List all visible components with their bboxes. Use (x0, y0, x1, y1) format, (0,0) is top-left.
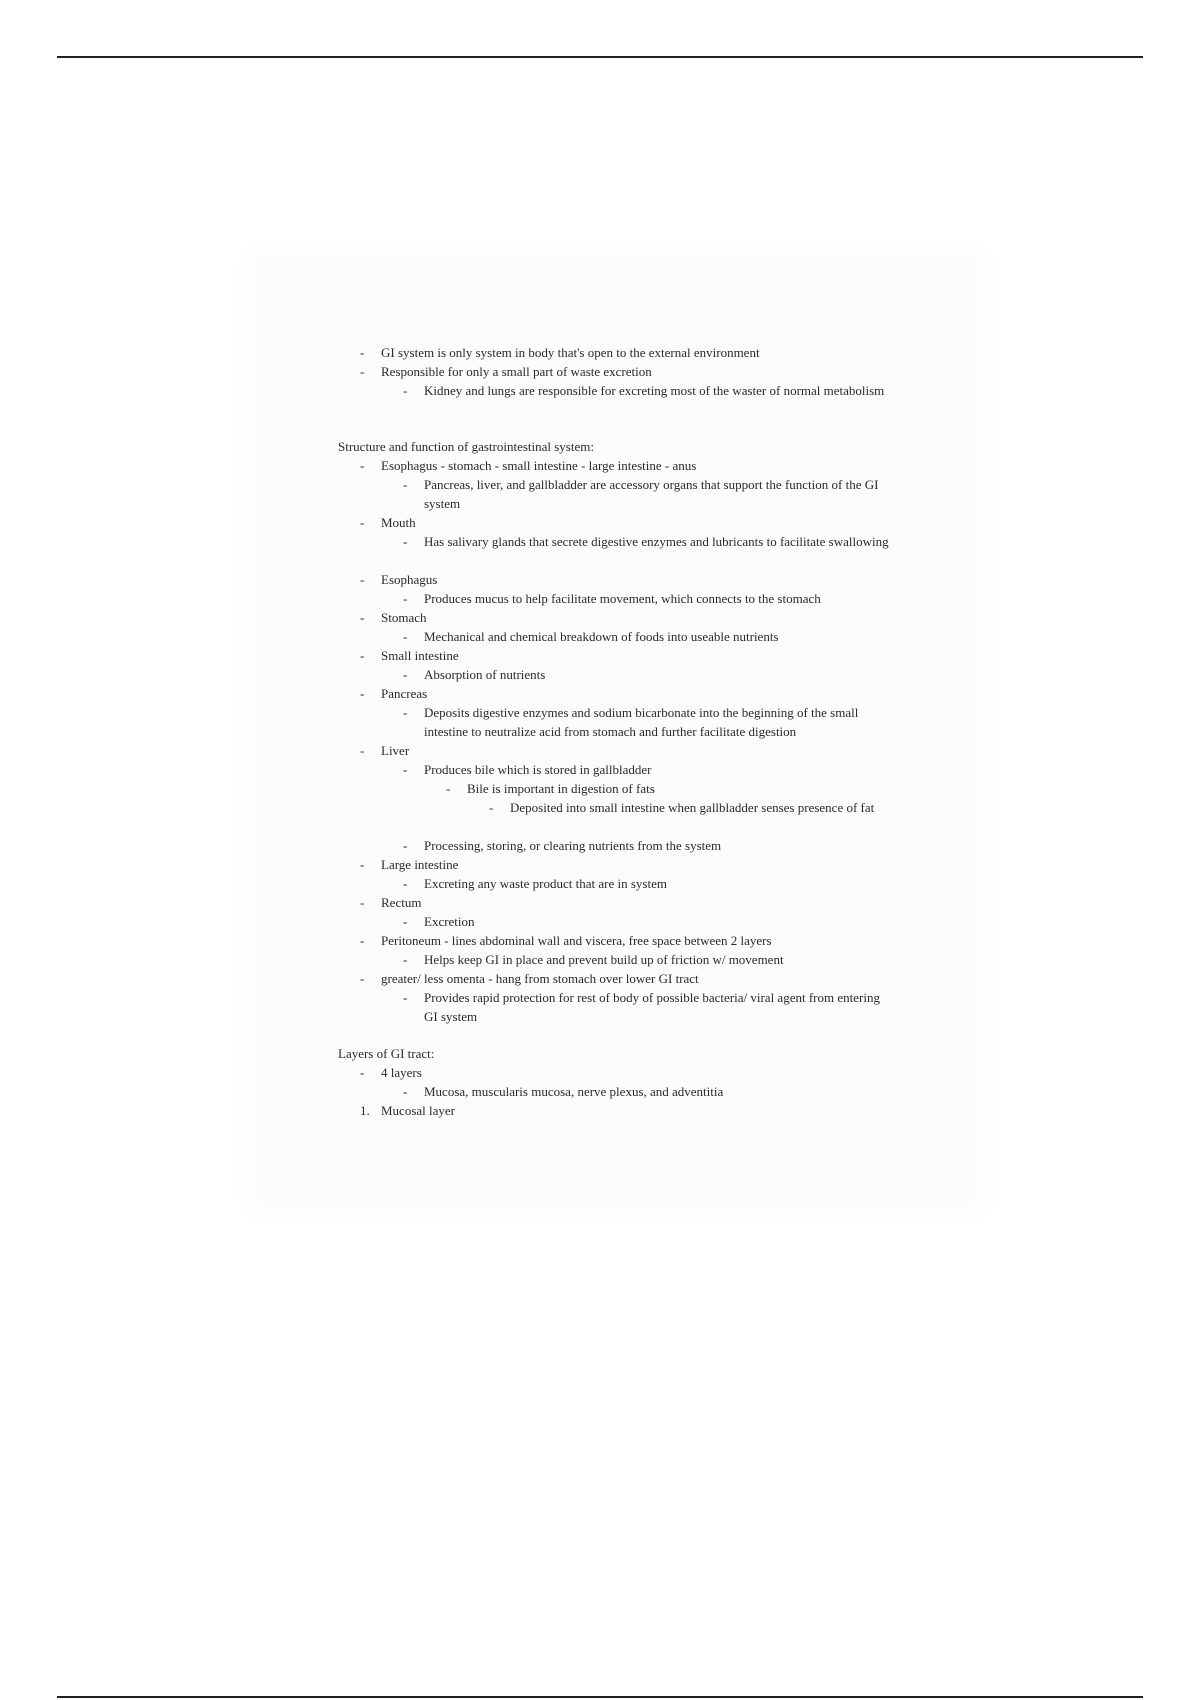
bullet-marker: - (403, 383, 408, 398)
list-item-text: Produces mucus to help facilitate movement, which connects to the stomach (424, 591, 821, 606)
list-item (338, 589, 908, 608)
bullet-marker: - (403, 838, 408, 853)
section-heading: Structure and function of gastrointestinal system: (338, 439, 594, 454)
bullet-marker: - (360, 1065, 365, 1080)
section-heading: Layers of GI tract: (338, 1046, 435, 1061)
list-item-text: Pancreas, liver, and gallbladder are accessory organs that support the function of the GI system (424, 477, 879, 511)
list-item (338, 836, 908, 855)
bullet-marker: - (489, 800, 494, 815)
list-item (338, 684, 908, 703)
list-item-text: Rectum (381, 895, 422, 910)
number-marker: 1. (360, 1103, 370, 1118)
list-item-text: Helps keep GI in place and prevent build up of friction w/ movement (424, 952, 784, 967)
list-item-text: Pancreas (381, 686, 428, 701)
bullet-marker: - (360, 686, 365, 701)
bullet-marker: - (360, 572, 365, 587)
list-item-text: Kidney and lungs are responsible for excreting most of the waster of normal metabolism (424, 383, 885, 398)
list-item-text: Produces bile which is stored in gallbladder (424, 762, 652, 777)
bullet-marker: - (360, 971, 365, 986)
list-item (338, 912, 908, 931)
list-item-text: Esophagus (381, 572, 438, 587)
list-item-text: Excreting any waste product that are in system (424, 876, 667, 891)
list-item-text: Processing, storing, or clearing nutrients from the system (424, 838, 722, 853)
list-item (338, 627, 908, 646)
bullet-marker: - (360, 458, 365, 473)
list-item (338, 570, 908, 589)
bullet-marker: - (360, 933, 365, 948)
list-item-text: Absorption of nutrients (424, 667, 546, 682)
list-item (338, 988, 908, 1026)
bullet-marker: - (403, 629, 408, 644)
list-item-text: Has salivary glands that secrete digestive enzymes and lubricants to facilitate swallowing (424, 534, 889, 549)
list-item (338, 532, 908, 570)
bullet-marker: - (360, 648, 365, 663)
list-item (338, 1082, 908, 1101)
bullet-marker: - (360, 743, 365, 758)
list-item-text: greater/ less omenta - hang from stomach over lower GI tract (381, 971, 699, 986)
list-item-text: Large intestine (381, 857, 459, 872)
list-item-text: Mechanical and chemical breakdown of foods into useable nutrients (424, 629, 779, 644)
list-item-text: Small intestine (381, 648, 459, 663)
list-item-text: Provides rapid protection for rest of body of possible bacteria/ viral agent from entering GI system (424, 990, 880, 1024)
bullet-marker: - (403, 762, 408, 777)
list-item-text: 4 layers (381, 1065, 422, 1080)
list-item (338, 779, 908, 798)
bullet-marker: - (403, 914, 408, 929)
bullet-marker: - (360, 364, 365, 379)
list-item (338, 513, 908, 532)
list-item-text: Responsible for only a small part of waste excretion (381, 364, 652, 379)
list-item-text: Mouth (381, 515, 416, 530)
list-item (338, 703, 908, 741)
list-item-text: Bile is important in digestion of fats (467, 781, 655, 796)
list-item (338, 456, 908, 475)
list-item (338, 931, 908, 950)
bullet-marker: - (360, 515, 365, 530)
top-rule (57, 56, 1143, 58)
list-item (338, 646, 908, 665)
bullet-marker: - (360, 345, 365, 360)
bullet-marker: - (403, 591, 408, 606)
list-item (338, 608, 908, 627)
list-item (338, 760, 908, 779)
list-item-text: Excretion (424, 914, 475, 929)
list-item (338, 381, 908, 419)
list-item (338, 893, 908, 912)
list-item-text: Liver (381, 743, 410, 758)
notes-document (338, 343, 908, 1120)
bullet-marker: - (403, 952, 408, 967)
list-item-text: Peritoneum - lines abdominal wall and viscera, free space between 2 layers (381, 933, 772, 948)
bullet-marker: - (360, 857, 365, 872)
list-item (338, 741, 908, 760)
bullet-marker: - (360, 895, 365, 910)
bullet-marker: - (403, 876, 408, 891)
bullet-marker: - (403, 1084, 408, 1099)
bullet-marker: - (403, 705, 408, 720)
list-item (338, 1063, 908, 1082)
numbered-item (338, 1101, 908, 1120)
list-item-text: Stomach (381, 610, 427, 625)
list-item (338, 874, 908, 893)
list-item (338, 798, 908, 836)
list-item-text: Mucosa, muscularis mucosa, nerve plexus, and adventitia (424, 1084, 724, 1099)
list-item (338, 343, 908, 362)
list-item (338, 475, 908, 513)
bottom-rule (57, 1696, 1143, 1698)
list-item-text: Mucosal layer (381, 1103, 456, 1118)
bullet-marker: - (403, 667, 408, 682)
bullet-marker: - (403, 990, 408, 1005)
list-item (338, 969, 908, 988)
list-item (338, 362, 908, 381)
list-item-text: Deposited into small intestine when gallbladder senses presence of fat (510, 800, 875, 815)
list-item (338, 855, 908, 874)
list-item (338, 665, 908, 684)
list-item-text: GI system is only system in body that's open to the external environment (381, 345, 760, 360)
bullet-marker: - (446, 781, 451, 796)
bullet-marker: - (403, 477, 408, 492)
bullet-marker: - (403, 534, 408, 549)
list-item-text: Deposits digestive enzymes and sodium bicarbonate into the beginning of the small intestine to neutralize acid from stomach and further facilitate digestion (424, 705, 859, 739)
list-item-text: Esophagus - stomach - small intestine - large intestine - anus (381, 458, 697, 473)
bullet-marker: - (360, 610, 365, 625)
list-item (338, 950, 908, 969)
